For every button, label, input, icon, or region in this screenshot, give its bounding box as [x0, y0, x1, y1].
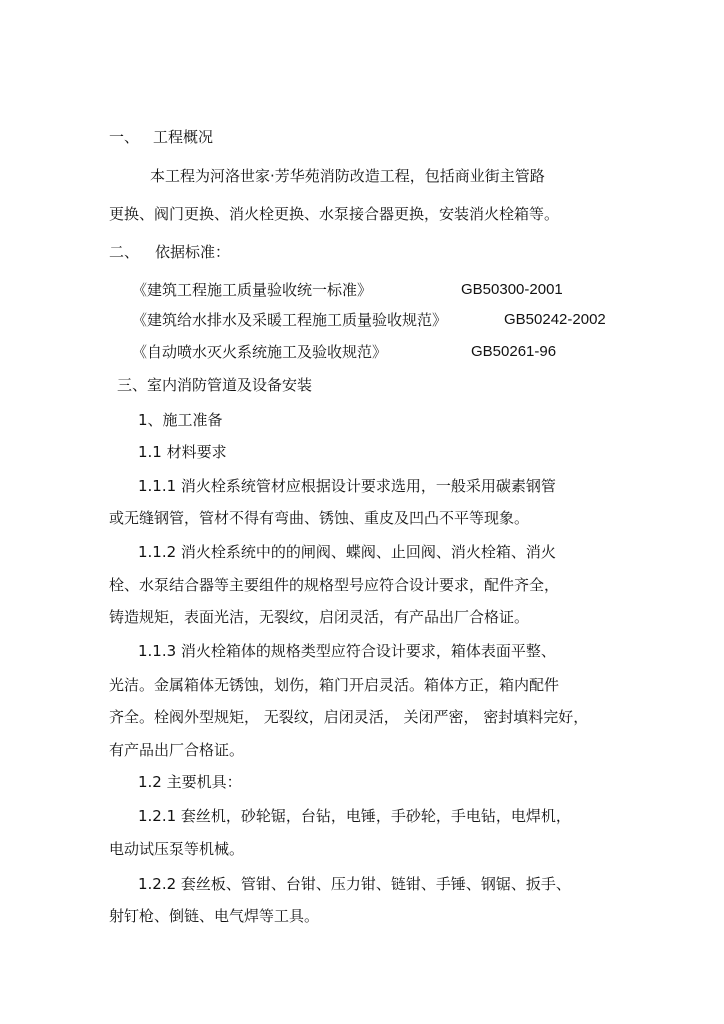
standard-1-code: GB50300-2001 — [461, 281, 563, 298]
section-1-para-line-1: 本工程为河洛世家·芳华苑消防改造工程，包括商业街主管路 — [150, 167, 545, 185]
para-1-1-1-line-2: 或无缝钢管，管材不得有弯曲、锈蚀、重皮及凹凸不平等现象。 — [109, 509, 530, 527]
standard-3-code: GB50261-96 — [471, 343, 557, 360]
section-2-number: 二、 — [109, 243, 140, 261]
para-1-2-2-line-2: 射钉枪、倒链、电气焊等工具。 — [109, 907, 320, 925]
section-1-para-line-2: 更换、阀门更换、消火栓更换、水泵接合器更换，安装消火栓箱等。 — [109, 205, 560, 223]
subsection-1-2-title: 1.2 主要机具： — [138, 773, 242, 791]
standard-3-name: 《自动喷水灭火系统施工及验收规范》 — [132, 343, 388, 361]
standard-1-name: 《建筑工程施工质量验收统一标准》 — [132, 281, 373, 299]
standard-2-code: GB50242-2002 — [504, 311, 606, 328]
para-1-1-2-line-2: 栓、水泵结合器等主要组件的规格型号应符合设计要求，配件齐全， — [109, 576, 560, 594]
para-1-2-1-line-1: 1.2.1 套丝机，砂轮锯，台钻，电锤，手砂轮，手电钻，电焊机， — [138, 807, 571, 825]
para-1-2-1-line-2: 电动试压泵等机械。 — [109, 840, 245, 858]
section-2-title: 依据标准： — [155, 243, 231, 261]
para-1-1-3-line-1: 1.1.3 消火栓箱体的规格类型应符合设计要求，箱体表面平整、 — [138, 642, 556, 660]
para-1-1-2-line-3: 铸造规矩，表面光洁，无裂纹，启闭灵活，有产品出厂合格证。 — [109, 608, 530, 626]
para-1-1-1-line-1: 1.1.1 消火栓系统管材应根据设计要求选用，一般采用碳素钢管 — [138, 477, 556, 495]
para-1-1-3-line-3: 齐全。栓阀外型规矩， 无裂纹，启闭灵活， 关闭严密， 密封填料完好， — [109, 708, 589, 726]
para-1-1-3-line-2: 光洁。金属箱体无锈蚀，划伤，箱门开启灵活。箱体方正，箱内配件 — [109, 676, 560, 694]
section-3-title: 三、室内消防管道及设备安装 — [117, 376, 313, 394]
para-1-2-2-line-1: 1.2.2 套丝板、管钳、台钳、压力钳、链钳、手锤、钢锯、扳手、 — [138, 875, 571, 893]
para-1-1-2-line-1: 1.1.2 消火栓系统中的的闸阀、蝶阀、止回阀、消火栓箱、消火 — [138, 543, 556, 561]
standard-2-name: 《建筑给水排水及采暖工程施工质量验收规范》 — [132, 311, 448, 329]
para-1-1-3-line-4: 有产品出厂合格证。 — [109, 741, 245, 759]
section-1-title: 工程概况 — [153, 128, 214, 146]
section-1-number: 一、 — [109, 128, 140, 146]
subsection-1-title: 1、施工准备 — [138, 411, 223, 429]
subsection-1-1-title: 1.1 材料要求 — [138, 443, 227, 461]
